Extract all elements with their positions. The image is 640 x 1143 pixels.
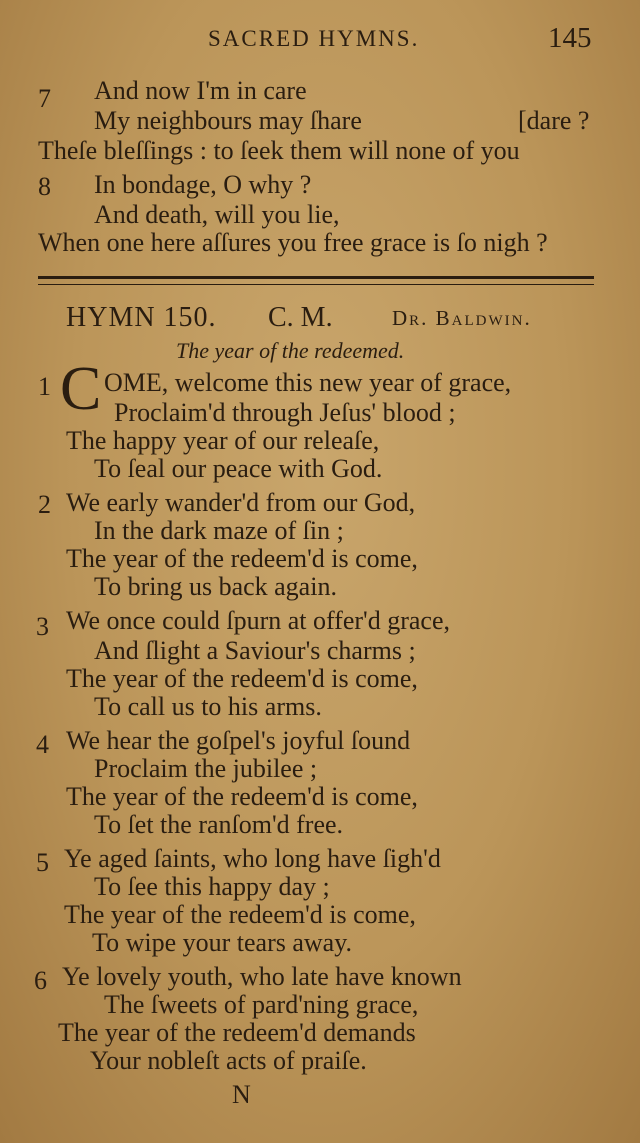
verse-line: To ſet the ranſom'd free. [94,810,344,839]
stanza-number: 2 [38,490,51,519]
verse-line: To ſee this happy day ; [94,872,330,901]
hymn-heading [0,302,640,338]
verse-line: Ye lovely youth, who late have known [62,962,462,991]
verse-line: The ſweets of pard'ning grace, [104,990,419,1019]
hymn-title: HYMN 150. [66,302,217,333]
verse-line: Ye aged ſaints, who long have ſigh'd [64,844,441,873]
verse-line: The year of the redeem'd is come, [66,782,418,811]
section-rule [38,276,594,279]
verse-line: The year of the redeem'd is come, [66,544,418,573]
verse-line: To call us to his arms. [94,692,322,721]
stanza-number: 1 [38,372,51,401]
verse-line: OME, welcome this new year of grace, [104,368,512,397]
verse-line: Proclaim'd through Jeſus' blood ; [114,398,456,427]
hymn-meter: C. M. [268,302,333,333]
verse-line: Theſe bleſſings : to ſeek them will none of you [38,136,520,165]
verse-line: The happy year of our releaſe, [66,426,380,455]
verse-line: When one here aſſures you free grace is ſo nigh ? [38,228,548,257]
hymn-subtitle: The year of the redeemed. [176,338,405,363]
verse-line: And now I'm in care [94,76,307,105]
stanza-number: 4 [36,730,49,759]
verse-line: To wipe your tears away. [92,928,353,957]
stanza-number: 5 [36,848,49,877]
verse-line: In the dark maze of ſin ; [94,516,344,545]
page-header [0,22,640,56]
signature-mark: N [232,1080,251,1109]
verse-line: To ſeal our peace with God. [94,454,383,483]
verse-line: We hear the goſpel's joyful ſound [66,726,411,755]
verse-line: My neighbours may ſhare [94,106,362,135]
hymn-author: Dr. Baldwin. [392,306,532,330]
stanza-number: 6 [34,966,47,995]
verse-line: And ſlight a Saviour's charms ; [94,636,416,665]
verse-line: In bondage, O why ? [94,170,312,199]
verse-line-turnover: [dare ? [518,106,590,135]
verse-line: We once could ſpurn at offer'd grace, [66,606,450,635]
verse-line: We early wander'd from our God, [66,488,416,517]
stanza-number: 8 [38,172,51,201]
page-number: 145 [548,22,592,54]
verse-line: Proclaim the jubilee ; [94,754,318,783]
verse-line: Your nobleſt acts of praiſe. [90,1046,367,1075]
verse-line: The year of the redeem'd demands [58,1018,416,1047]
verse-line: The year of the redeem'd is come, [66,664,418,693]
stanza-number: 3 [36,612,49,641]
verse-line: And death, will you lie, [94,200,340,229]
verse-line: To bring us back again. [94,572,337,601]
stanza-number: 7 [38,84,51,113]
running-title: SACRED HYMNS. [208,26,420,51]
verse-line: The year of the redeem'd is come, [64,900,416,929]
section-rule-thin [38,284,594,285]
drop-cap: C [60,355,102,423]
